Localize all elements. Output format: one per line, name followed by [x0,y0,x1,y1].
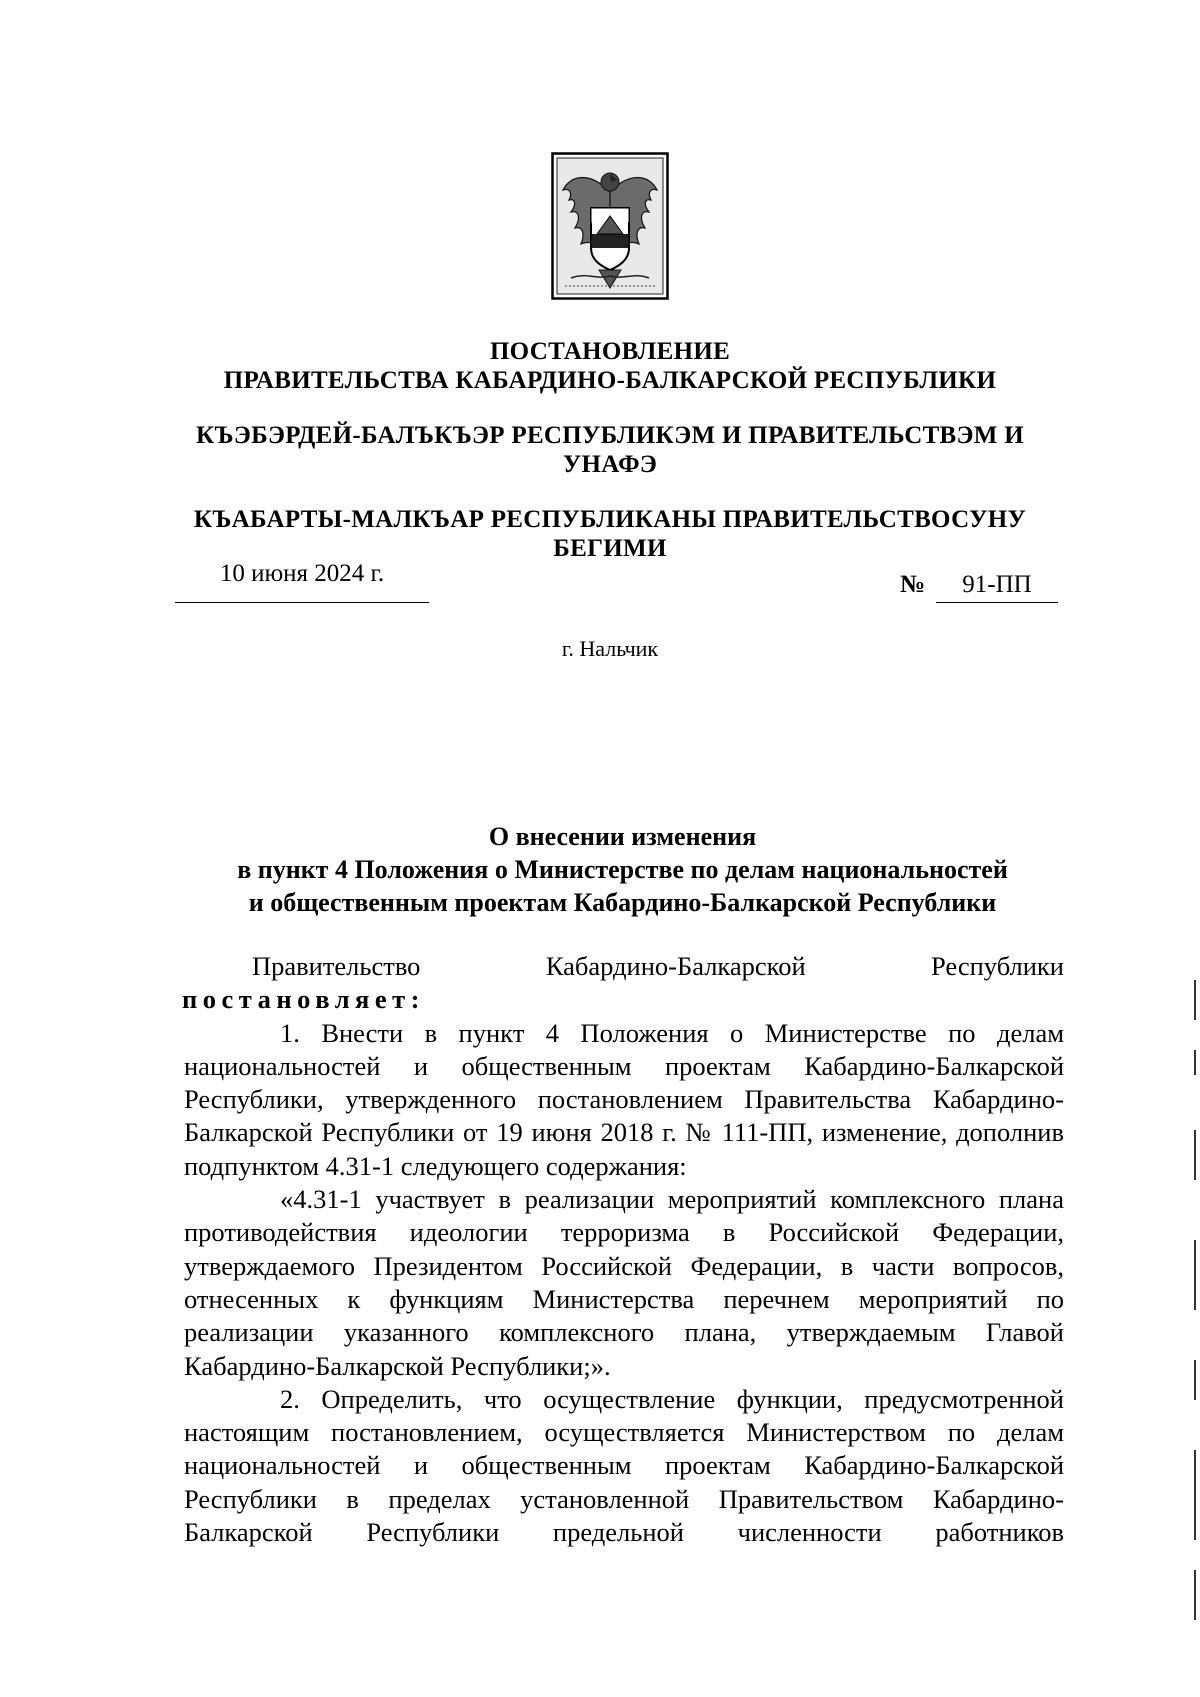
paragraph-1: 1. Внести в пункт 4 Положения о Министерстве по делам национальностей и общественным проектам Кабардино-Балкарской Республики, утвержденного постановлением Правительства Кабардино-Балкарской Республики от 19 июня 2018 г. № 111-ПП, изменение, дополнив подпунктом 4.31-1 следующего содержания: [184,1017,1064,1181]
number-sign: № [900,571,926,598]
coat-of-arms-emblem [551,152,669,300]
balkar-heading-line1: КЪАБАРТЫ-МАЛКЪАР РЕСПУБЛИКАНЫ ПРАВИТЕЛЬСТВОСУНУ [193,506,1027,533]
preamble-word-government: Правительство [252,951,421,981]
paragraph-2: 2. Определить, что осуществление функции, предусмотренной настоящим постановлением, осуществляется Министерством по делам национальностей и общественным проектам Кабардино-Балкарской Республики в пределах установленной Правительством Кабардино-Балкарской Республики предельной численности работников [184,1383,1064,1548]
heading-line-government: ПРАВИТЕЛЬСТВА КАБАРДИНО-БАЛКАРСКОЙ РЕСПУБЛИКИ [223,367,997,394]
balkar-heading-line2: БЕГИМИ [553,535,667,562]
preamble-word-republic: Республики [931,951,1064,981]
document-body [184,950,1064,1549]
heading-line-postanovlenie: ПОСТАНОВЛЕНИЕ [489,338,731,365]
kabardian-heading-line2: УНАФЭ [562,451,658,478]
title-line1: О внесении изменения [488,822,757,851]
kabardian-heading [170,421,1050,479]
paragraph-quote: «4.31-1 участвует в реализации мероприятий комплексного плана противодействия идеологии терроризма в Российской Федерации, утверждаемого Президентом Российской Федерации, в части вопросов, отнесенных к функциям Министерства перечнем мероприятий по реализации указанного комплексного плана, утверждаемым Главой Кабардино-Балкарской Республики;». [184,1184,1064,1381]
city-label: г. Нальчик [561,636,659,661]
decree-word: постановляет: [182,984,425,1015]
decree-number-block [900,568,1058,604]
kabardian-heading-line1: КЪЭБЭРДЕЙ-БАЛЪКЪЭР РЕСПУБЛИКЭМ И ПРАВИТЕЛЬСТВЭМ И [196,422,1024,449]
document-title [170,820,1075,919]
title-line3: и общественным проектам Кабардино-Балкарской Республики [248,888,997,917]
decree-number: 91-ПП [936,568,1058,603]
preamble-line [184,950,1064,983]
balkar-heading [170,505,1050,563]
decree-date: 10 июня 2024 г. [175,556,429,603]
title-line2: в пункт 4 Положения о Министерстве по делам национальностей [237,855,1008,884]
decree-heading [170,337,1050,395]
scan-edge-marks [1193,980,1198,1620]
preamble-word-kbr: Кабардино-Балкарской [545,951,806,981]
